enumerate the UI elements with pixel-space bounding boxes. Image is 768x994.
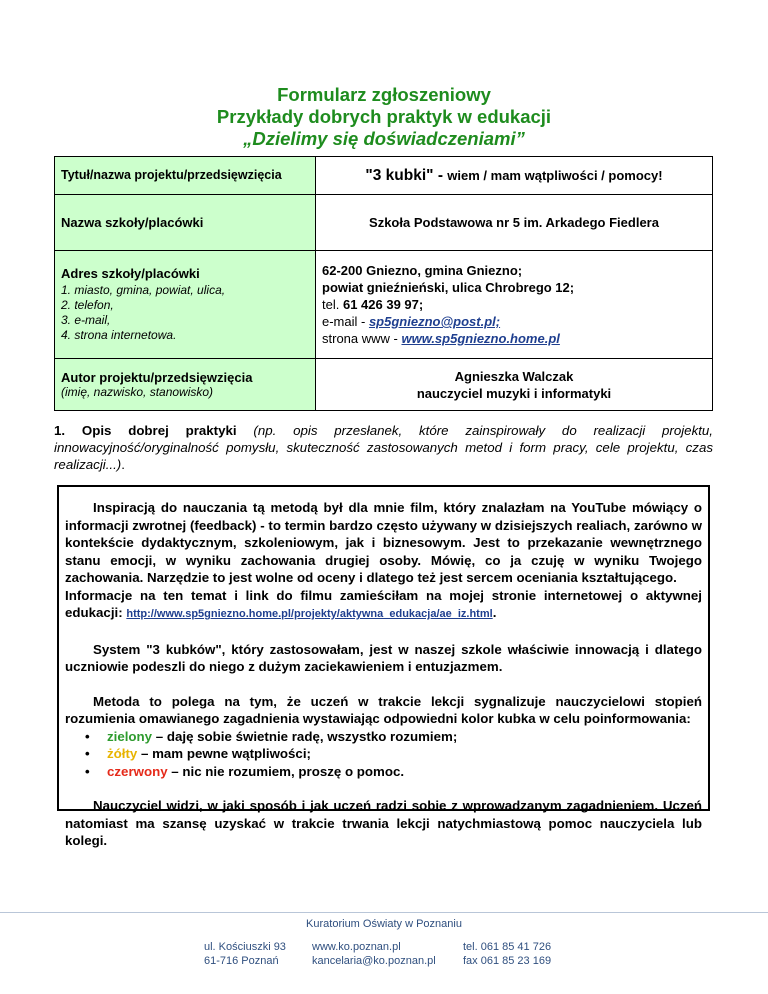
footer-organization: Kuratorium Oświaty w Poznaniu bbox=[306, 918, 462, 930]
cup-color-list bbox=[65, 728, 702, 781]
phone-number: 61 426 39 97; bbox=[342, 297, 424, 312]
paragraph-system: System "3 kubków", który zastosowałam, jest w naszej szkole właściwie innowacją i dlatego uczniowie podeszli do niego z dużym zaciekawieniem i entuzjazmem. bbox=[65, 641, 702, 674]
list-item bbox=[107, 728, 702, 746]
footer-email[interactable]: kancelaria@ko.poznan.pl bbox=[312, 955, 436, 967]
footer-contact bbox=[312, 940, 436, 968]
address-line-2: powiat gnieźnieński, ulica Chrobrego 12; bbox=[322, 280, 575, 295]
row-school-name bbox=[55, 195, 713, 251]
row-school-address bbox=[55, 251, 713, 359]
section-1-intro bbox=[54, 422, 713, 473]
footer-address bbox=[204, 940, 286, 968]
project-info-table bbox=[54, 156, 713, 411]
value-author bbox=[316, 359, 713, 411]
address-website bbox=[322, 330, 706, 347]
list-item-text: – nic nie rozumiem, proszę o pomoc. bbox=[167, 763, 405, 779]
paragraph-link bbox=[65, 587, 702, 624]
address-email bbox=[322, 313, 706, 330]
row-author bbox=[55, 359, 713, 411]
color-word-red: czerwony bbox=[107, 763, 168, 779]
footer-website[interactable]: www.ko.poznan.pl bbox=[312, 941, 401, 953]
label-author bbox=[55, 359, 316, 411]
footer-city: 61-716 Poznań bbox=[204, 955, 279, 967]
email-prefix: e-mail - bbox=[322, 314, 369, 329]
label-school-address-text: Adres szkoły/placówki bbox=[61, 266, 200, 281]
footer-tel: tel. 061 85 41 726 bbox=[463, 941, 552, 953]
address-hint-2: 2. telefon, bbox=[61, 298, 114, 312]
author-hint: (imię, nazwisko, stanowisko) bbox=[61, 384, 214, 399]
paragraph-teacher: Nauczyciel widzi, w jaki sposób i jak uczeń radzi sobie z wprowadzanym zagadnieniem. Uczeń natomiast ma szansę uzyskać w trakcie trwania lekcji natychmiastową pomoc nauczyciela lub kolegi. bbox=[65, 798, 702, 848]
section-1-heading: 1. Opis dobrej praktyki bbox=[54, 423, 237, 438]
color-word-green: zielony bbox=[107, 728, 153, 744]
address-hint-4: 4. strona internetowa. bbox=[61, 328, 177, 342]
label-school-name-text: Nazwa szkoły/placówki bbox=[61, 215, 204, 230]
email-link[interactable]: sp5gniezno@post.pl; bbox=[368, 314, 501, 329]
value-school-name: Szkoła Podstawowa nr 5 im. Arkadego Fiedlera bbox=[316, 195, 713, 251]
title-line-1: Formularz zgłoszeniowy bbox=[277, 84, 491, 105]
website-prefix: strona www - bbox=[322, 331, 402, 346]
color-word-yellow: żółty bbox=[107, 746, 138, 761]
address-line-1: 62-200 Gniezno, gmina Gniezno; bbox=[322, 263, 523, 278]
address-hint-1: 1. miasto, gmina, powiat, ulica, bbox=[61, 283, 226, 297]
form-title bbox=[0, 84, 768, 150]
label-author-text: Autor projektu/przedsięwzięcia bbox=[61, 369, 253, 385]
label-school-name bbox=[55, 195, 316, 251]
paragraph-link-text: Informacje na ten temat i link do filmu zamieściłam na mojej stronie internetowej o aktywnej edukacji: bbox=[65, 587, 702, 620]
practice-description-box bbox=[57, 485, 710, 848]
value-project-title bbox=[316, 157, 713, 195]
paragraph-link-end: . bbox=[492, 605, 497, 620]
title-line-2: Przykłady dobrych praktyk w edukacji bbox=[216, 106, 552, 127]
footer-divider bbox=[0, 912, 768, 913]
title-line-3: „Dzielimy się doświadczeniami” bbox=[243, 128, 525, 149]
list-item-text: – daję sobie świetnie radę, wszystko rozumiem; bbox=[152, 728, 458, 744]
list-item bbox=[107, 763, 702, 781]
author-position: nauczyciel muzyki i informatyki bbox=[416, 385, 612, 401]
paragraph-method: Metoda to polega na tym, że uczeń w trakcie lekcji sygnalizuje nauczycielowi stopień rozumienia omawianego zagadnienia wystawiając odpowiedni kolor kubka w celu poinformowania: bbox=[65, 693, 702, 726]
section-1-tail: . bbox=[121, 457, 125, 472]
footer-phones bbox=[463, 940, 551, 968]
footer-fax: fax 061 85 23 169 bbox=[463, 955, 552, 967]
label-school-address bbox=[55, 251, 316, 359]
author-name: Agnieszka Walczak bbox=[454, 368, 574, 384]
value-school-address bbox=[316, 251, 713, 359]
section-1-description: (np. opis przesłanek, które zainspirowały do realizacji projektu, innowacyjność/oryginalność pomysłu, skuteczność zastosowanych metod i form pracy, cele projektu, czas realizacji...) bbox=[54, 423, 714, 472]
address-hint-3: 3. e-mail, bbox=[61, 313, 111, 327]
list-item-text: – mam pewne wątpliwości; bbox=[137, 746, 311, 761]
list-item bbox=[107, 745, 702, 763]
row-project-title bbox=[55, 157, 713, 195]
website-link[interactable]: www.sp5gniezno.home.pl bbox=[401, 331, 560, 346]
project-title-main: "3 kubki" - bbox=[365, 166, 448, 184]
label-project-title-text: Tytuł/nazwa projektu/przedsięwzięcia bbox=[61, 168, 282, 182]
aktywna-edukacja-link[interactable]: http://www.sp5gniezno.home.pl/projekty/aktywna_edukacja/ae_iz.html bbox=[126, 608, 493, 620]
footer-street: ul. Kościuszki 93 bbox=[204, 941, 286, 953]
phone-prefix: tel. bbox=[322, 297, 343, 312]
paragraph-inspiration: Inspiracją do nauczania tą metodą był dla mnie film, który znalazłam na YouTube mówiący o informacji zwrotnej (feedback) - to termin bardzo często używany w dzisiejszych realiach, zarówno w kontekście dydaktycznym, szkoleniowym, jak i biznesowym. Jest to przekazanie wewnętrznego stanu emocji, w wyniku zachowania drugiej osoby. Mówię, co ja czuję w wyniku Twojego zachowania. Narzędzie to jest wolne od oceny i dlatego też jest sercem oceniania kształtującego. bbox=[65, 500, 702, 585]
label-project-title bbox=[55, 157, 316, 195]
project-title-rest: wiem / mam wątpliwości / pomocy! bbox=[447, 167, 663, 183]
address-phone bbox=[322, 296, 706, 313]
